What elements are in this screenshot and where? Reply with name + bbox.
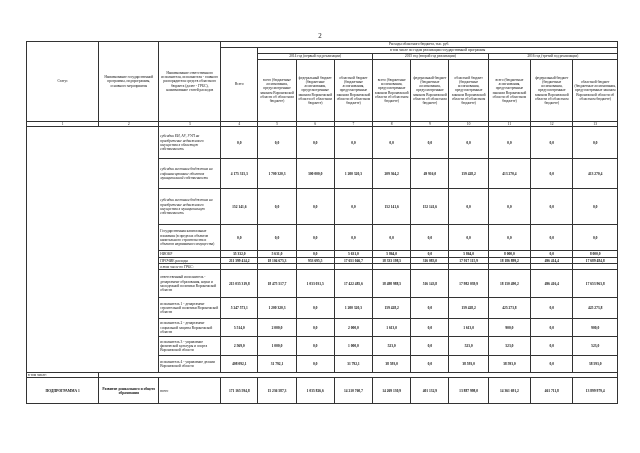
row-label: ответственный исполнитель - департамент образования, науки и молодежной политики Воронежской области <box>159 270 221 298</box>
column-number: 3 <box>159 122 221 127</box>
row-label: субсидии ЕИ, АУ, УУП на приобретение недвижимого имущества в областную собственность <box>159 127 221 159</box>
header-program-name: Наименование государственной программы, подпрограммы, основного мероприятия <box>99 42 159 122</box>
value-cell: 18 104 675,3 <box>258 258 296 264</box>
value-cell: 0,0 <box>296 127 334 159</box>
value-cell: 8 000,0 <box>573 251 618 258</box>
header-budget-expenses: Расходы областного бюджета, тыс. руб. <box>221 42 618 48</box>
header-col-fed-2016: федеральный бюджет (бюджетные ассигнования, предусмотренные законом Воронежской области об областном бюджете) <box>531 60 573 122</box>
subprogram-executor: всего <box>159 378 221 404</box>
value-cell: 300 000,0 <box>296 159 334 189</box>
value-cell: 152 141,6 <box>373 189 411 225</box>
page-number: 2 <box>318 32 322 40</box>
value-cell: 38 593,0 <box>373 356 411 373</box>
header-col-fed-2014: федеральный бюджет (бюджетные ассигнования, предусмотренные законом Воронежской области об областном бюджете) <box>296 60 334 122</box>
column-number: 8 <box>373 122 411 127</box>
value-cell: 0,0 <box>411 356 449 373</box>
value-cell: 0,0 <box>221 225 258 251</box>
value-cell: 0,0 <box>296 251 334 258</box>
header-by-year: в том числе по годам реализации государственной программы <box>258 48 618 54</box>
row-label: субсидии местным бюджетам на приобретение недвижимого имущества в муниципальную собственность <box>159 189 221 225</box>
column-number: 11 <box>488 122 530 127</box>
value-cell: 0,0 <box>258 225 296 251</box>
value-cell: 1 200 320,3 <box>334 298 372 319</box>
value-cell: 159 428,2 <box>373 298 411 319</box>
value-cell: 14 269 130,9 <box>373 378 411 404</box>
value-cell: 0,0 <box>411 127 449 159</box>
header-year-2014: 2014 год (первый год реализации) <box>258 54 373 60</box>
header-total: Всего <box>221 48 258 122</box>
header-col-fed-2015: федеральный бюджет (бюджетные ассигнования, предусмотренные законом Воронежской области об областном бюджете) <box>411 60 449 122</box>
row-label: субсидии местным бюджетам на софинансирование объектов муниципальной собственности <box>159 159 221 189</box>
value-cell: 425 273,8 <box>573 298 618 319</box>
column-number: 2 <box>99 122 159 127</box>
value-cell: 0,0 <box>296 337 334 356</box>
value-cell: 17 422 485,6 <box>334 270 372 298</box>
value-cell: 0,0 <box>488 127 530 159</box>
value-cell: 211 399 414,2 <box>221 258 258 264</box>
value-cell: 0,0 <box>373 127 411 159</box>
value-cell: 5 247 573,1 <box>221 298 258 319</box>
header-year-2015: 2015 год (второй год реализации) <box>373 54 489 60</box>
column-number: 5 <box>258 122 296 127</box>
value-cell: 316 083,0 <box>411 258 449 264</box>
value-cell: 5 631,0 <box>258 251 296 258</box>
value-cell: 0,0 <box>531 319 573 337</box>
value-cell: 0,0 <box>531 298 573 319</box>
value-cell: 496 416,4 <box>531 270 573 298</box>
value-cell: 35 332,0 <box>221 251 258 258</box>
subprogram-row <box>27 378 618 404</box>
value-cell: 1 035 826,6 <box>296 378 334 404</box>
column-number: 13 <box>573 122 618 127</box>
header-col-all-2016: всего (бюджетные ассигнования, предусмотренные законом Воронежской области об областном бюджете) <box>488 60 530 122</box>
value-cell: 5 514,0 <box>221 319 258 337</box>
column-number: 4 <box>221 122 258 127</box>
value-cell: 0,0 <box>573 225 618 251</box>
value-cell: 413 270,4 <box>488 159 530 189</box>
row-label: исполнитель 1 - департамент строительной политики Воронежской области <box>159 298 221 319</box>
value-cell: 8 000,0 <box>488 251 530 258</box>
value-cell: 1 700 320,3 <box>258 159 296 189</box>
header-col-obl-2016: областной бюджет (бюджетные ассигнования, предусмотренные законом Воронежской области об областном бюджете) <box>573 60 618 122</box>
header-col-obl-2014: областной бюджет (бюджетные ассигнования, предусмотренные законом Воронежской области об областном бюджете) <box>334 60 372 122</box>
value-cell: 0,0 <box>531 159 573 189</box>
column-number: 7 <box>334 122 372 127</box>
value-cell: 461 711,8 <box>531 378 573 404</box>
value-cell: 15 236 587,3 <box>258 378 296 404</box>
value-cell: 159 428,2 <box>449 298 488 319</box>
value-cell: 1 200 320,3 <box>258 298 296 319</box>
value-cell: 401 132,9 <box>411 378 449 404</box>
value-cell: 0,0 <box>296 319 334 337</box>
value-cell: 0,0 <box>334 127 372 159</box>
value-cell: 38 593,0 <box>488 356 530 373</box>
value-cell: 31 792,1 <box>334 356 372 373</box>
value-cell: 0,0 <box>531 127 573 159</box>
value-cell: 17 651 046,7 <box>334 258 372 264</box>
value-cell: 2 569,0 <box>221 337 258 356</box>
value-cell: 0,0 <box>373 225 411 251</box>
value-cell: 516 143,8 <box>411 270 449 298</box>
value-cell: 0,0 <box>573 189 618 225</box>
value-cell: 171 165 594,8 <box>221 378 258 404</box>
row-label: исполнитель 4 - управление делами Воронежской области <box>159 356 221 373</box>
including-label: в том числе: <box>27 373 99 378</box>
value-cell: 0,0 <box>411 251 449 258</box>
value-cell: 523,0 <box>373 337 411 356</box>
value-cell: 523,0 <box>488 337 530 356</box>
header-col-all-2015: всего (бюджетные ассигнования, предусмотренные законом Воронежской области об областном бюджете) <box>373 60 411 122</box>
value-cell: 5 864,0 <box>449 251 488 258</box>
header-status: Статус <box>27 42 99 122</box>
value-cell: 953 695,5 <box>296 258 334 264</box>
value-cell: 0,0 <box>221 127 258 159</box>
header-year-2016: 2016 год (третий год реализации) <box>488 54 617 60</box>
value-cell: 5 631,0 <box>334 251 372 258</box>
value-cell: 408 092,1 <box>221 356 258 373</box>
value-cell: 1 000,0 <box>334 337 372 356</box>
value-cell: 0,0 <box>531 356 573 373</box>
value-cell: 31 792,1 <box>258 356 296 373</box>
row-label: исполнитель 2 - департамент социальной защиты Воронежской области <box>159 319 221 337</box>
row-label: исполнитель 3 - управление физической культуры и спорта Воронежской области <box>159 337 221 356</box>
value-cell: 18 475 517,7 <box>258 270 296 298</box>
value-cell: 0,0 <box>573 127 618 159</box>
value-cell: 1 613,0 <box>373 319 411 337</box>
value-cell: 152 141,6 <box>221 189 258 225</box>
value-cell: 900,0 <box>573 319 618 337</box>
value-cell: 0,0 <box>449 225 488 251</box>
header-executor: Наименование ответственного исполнителя, исполнителя - главного распорядителя средств областного бюджета (далее - ГРБС), наименование статей расходов <box>159 42 221 122</box>
value-cell: 17 917 115,9 <box>449 258 488 264</box>
value-cell: 523,0 <box>573 337 618 356</box>
value-cell: 5 864,0 <box>373 251 411 258</box>
value-cell: 17 982 039,9 <box>449 270 488 298</box>
column-number: 10 <box>449 122 488 127</box>
value-cell: 2 000,0 <box>258 319 296 337</box>
value-cell: 1 000,0 <box>258 337 296 356</box>
value-cell: 38 593,0 <box>573 356 618 373</box>
subprogram-name: Развитие дошкольного и общего образования <box>99 378 159 404</box>
value-cell: 0,0 <box>531 225 573 251</box>
value-cell: 0,0 <box>449 189 488 225</box>
value-cell: 1 033 031,5 <box>296 270 334 298</box>
row-label: Государственная капитальные вложения (в пределах объектов капитального строительства и объектов недвижимого имущества) <box>159 225 221 251</box>
value-cell: 13 887 998,0 <box>449 378 488 404</box>
merged-empty-cell <box>27 127 159 373</box>
value-cell: 0,0 <box>334 189 372 225</box>
value-cell: 0,0 <box>296 225 334 251</box>
value-cell: 215 035 319,8 <box>221 270 258 298</box>
column-number: 9 <box>411 122 449 127</box>
value-cell: 49 916,0 <box>411 159 449 189</box>
value-cell: 0,0 <box>488 225 530 251</box>
value-cell: 0,0 <box>531 337 573 356</box>
row-label: НИОКР <box>159 251 221 258</box>
value-cell: 14 210 760,7 <box>334 378 372 404</box>
value-cell: 209 364,2 <box>373 159 411 189</box>
value-cell: 0,0 <box>488 189 530 225</box>
value-cell: 0,0 <box>411 337 449 356</box>
value-cell: 0,0 <box>411 298 449 319</box>
value-cell: 38 593,0 <box>449 356 488 373</box>
value-cell: 152 141,6 <box>411 189 449 225</box>
value-cell: 0,0 <box>258 127 296 159</box>
subprogram-status: ПОДПРОГРАММА 1 <box>27 378 99 404</box>
value-cell: 0,0 <box>296 189 334 225</box>
row-label: в том числе по ГРБС: <box>159 264 221 270</box>
value-cell: 0,0 <box>296 298 334 319</box>
value-cell: 4 175 315,3 <box>221 159 258 189</box>
value-cell: 0,0 <box>531 251 573 258</box>
table-row <box>27 127 618 159</box>
value-cell: 17 689 484,8 <box>573 258 618 264</box>
header-col-all-2014: всего (бюджетные ассигнования, предусмотренные законом Воронежской области об областном бюджете) <box>258 60 296 122</box>
value-cell: 13 899 979,4 <box>573 378 618 404</box>
value-cell: 425 273,8 <box>488 298 530 319</box>
value-cell: 0,0 <box>411 225 449 251</box>
value-cell: 18 498 988,5 <box>373 270 411 298</box>
value-cell: 0,0 <box>258 189 296 225</box>
value-cell: 18 150 490,2 <box>488 270 530 298</box>
header-col-obl-2015: областной бюджет (бюджетные ассигнования, предусмотренные законом Воронежской области об областном бюджете) <box>449 60 488 122</box>
value-cell: 14 361 691,2 <box>488 378 530 404</box>
value-cell: 18 333 198,5 <box>373 258 411 264</box>
value-cell: 413 270,4 <box>573 159 618 189</box>
value-cell: 496 414,4 <box>531 258 573 264</box>
value-cell: 0,0 <box>531 189 573 225</box>
value-cell: 2 000,0 <box>334 319 372 337</box>
value-cell: 1 613,0 <box>449 319 488 337</box>
value-cell: 159 428,2 <box>449 159 488 189</box>
row-label: ПРОЧИЕ расходы <box>159 258 221 264</box>
value-cell: 523,0 <box>449 337 488 356</box>
value-cell: 0,0 <box>411 319 449 337</box>
value-cell: 1 200 320,3 <box>334 159 372 189</box>
value-cell: 18 186 899,2 <box>488 258 530 264</box>
column-number: 6 <box>296 122 334 127</box>
value-cell: 900,0 <box>488 319 530 337</box>
column-number: 12 <box>531 122 573 127</box>
column-number: 1 <box>27 122 99 127</box>
value-cell: 0,0 <box>334 225 372 251</box>
value-cell: 0,0 <box>296 356 334 373</box>
budget-table <box>26 41 618 404</box>
value-cell: 17 653 963,8 <box>573 270 618 298</box>
value-cell: 0,0 <box>449 127 488 159</box>
